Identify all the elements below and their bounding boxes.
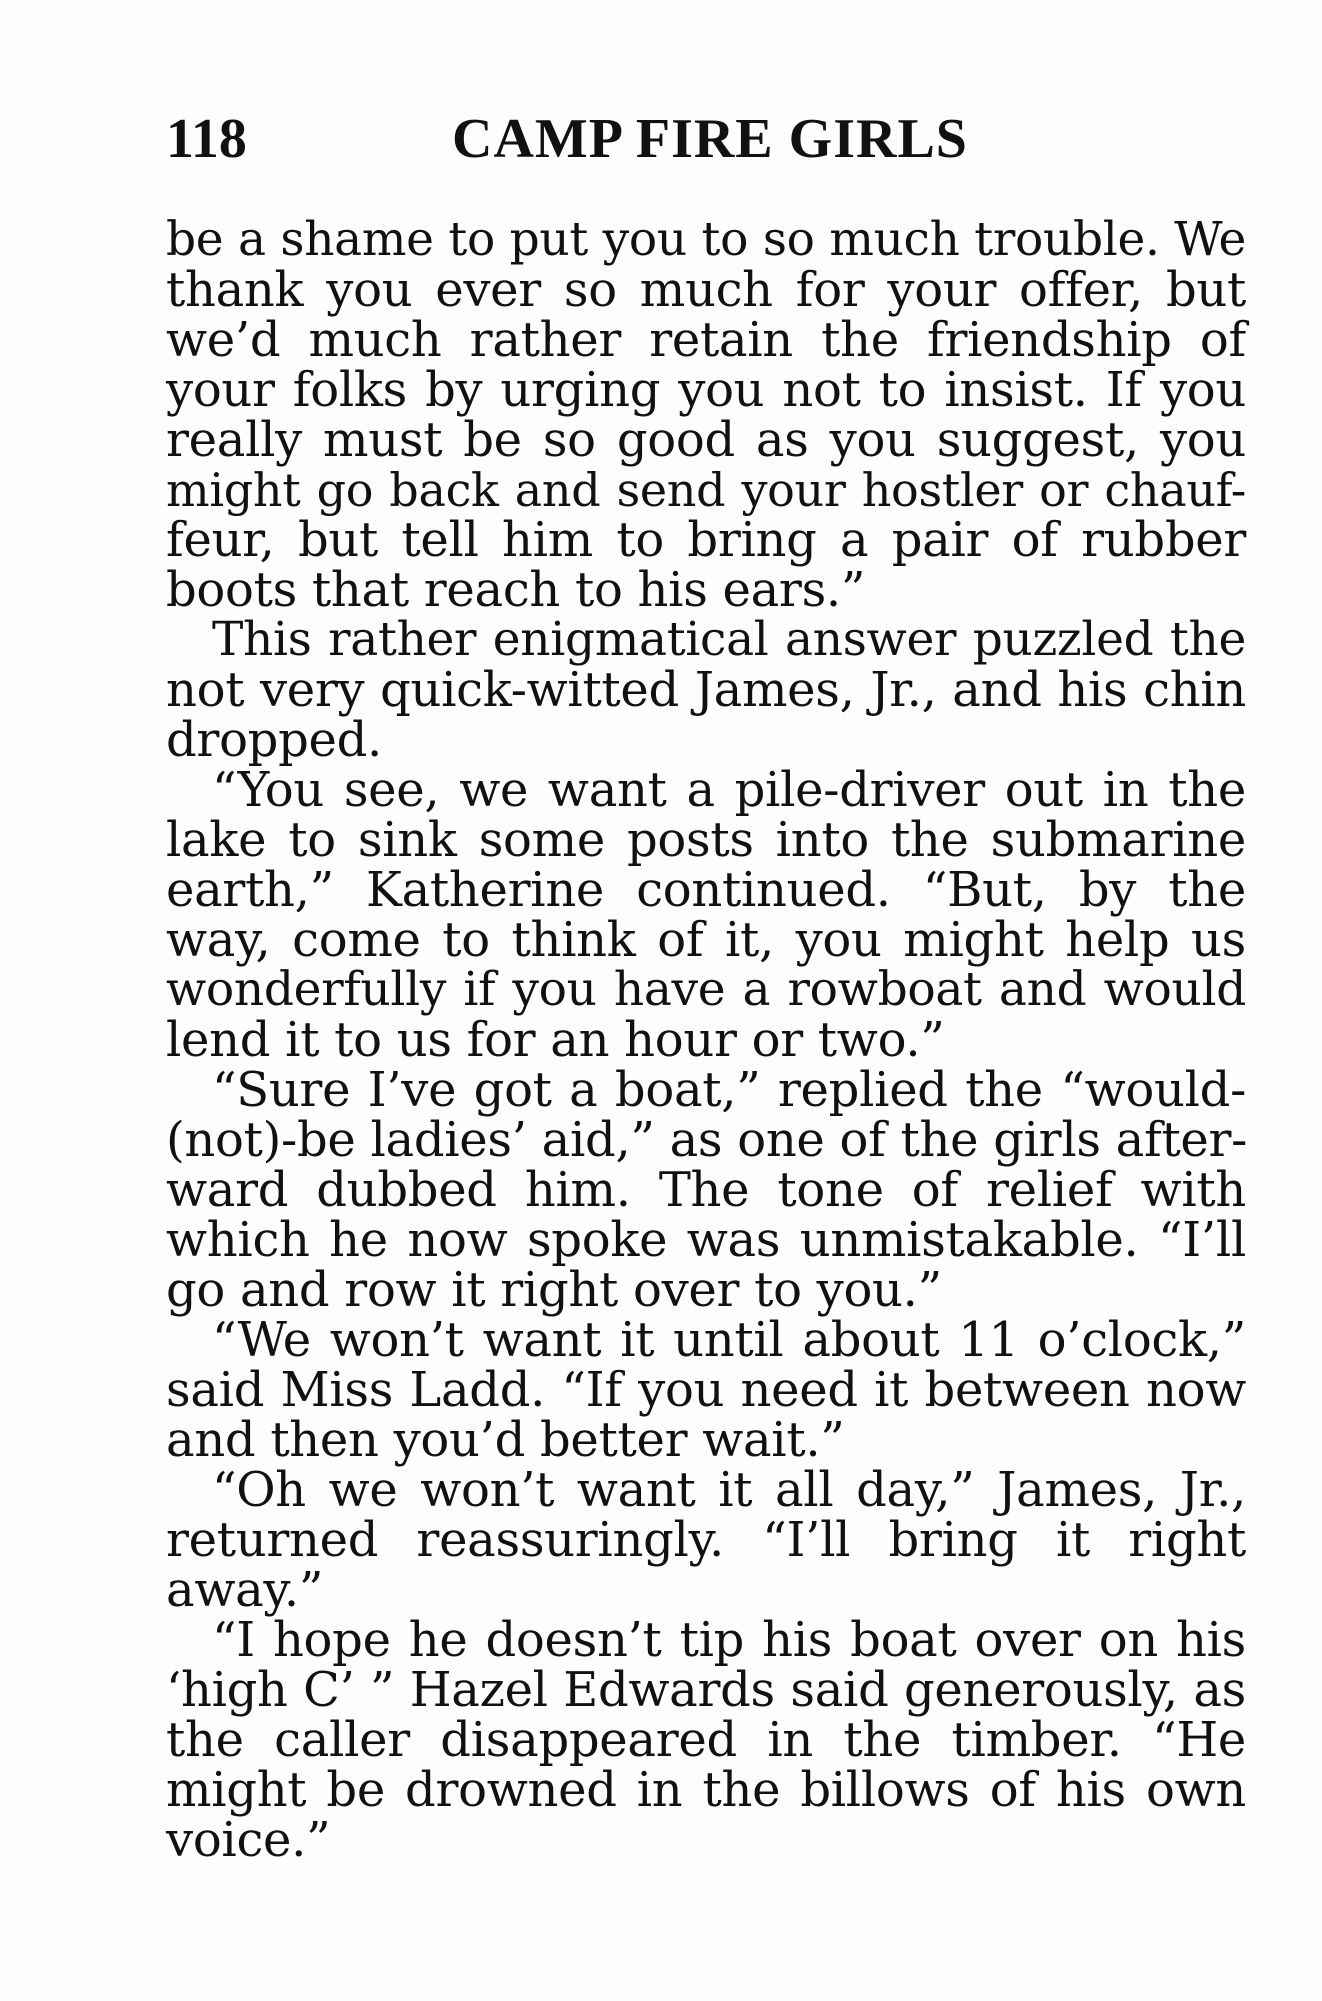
book-title: CAMP FIRE GIRLS [452,108,968,170]
text-line: boots that reach to his ears.” [166,562,866,618]
text-line: thank you ever so much for your offer, but [166,262,1246,318]
text-line: the caller disappeared in the timber. “He [166,1712,1246,1768]
text-line: “Sure I’ve got a boat,” replied the “would- [212,1062,1246,1118]
text-line: voice.” [166,1812,331,1868]
text-line: “Oh we won’t want it all day,” James, Jr., [212,1462,1246,1518]
text-line: we’d much rather retain the friendship of [166,312,1246,368]
text-line: This rather enigmatical answer puzzled the [212,612,1246,667]
text-line: which he now spoke was unmistakable. “I’ll [166,1212,1246,1268]
text-line: feur, but tell him to bring a pair of rubber [166,512,1246,568]
text-line: said Miss Ladd. “If you need it between now [166,1362,1246,1418]
text-line: earth,” Katherine continued. “But, by the [166,862,1246,918]
text-line: might go back and send your hostler or chauf- [166,463,1246,517]
page-number: 118 [166,108,247,170]
text-line: returned reassuringly. “I’ll bring it right [166,1512,1246,1568]
text-line: not very quick-witted James, Jr., and his chin [166,662,1246,718]
text-line: dropped. [166,712,383,768]
text-line: wonderfully if you have a rowboat and would [166,962,1246,1017]
text-line: way, come to think of it, you might help us [166,912,1246,968]
text-line: might be drowned in the billows of his own [166,1762,1246,1818]
text-line: and then you’d better wait.” [166,1412,845,1468]
text-line: “You see, we want a pile-driver out in the [212,762,1246,818]
text-line: (not)-be ladies’ aid,” as one of the girls after- [166,1112,1248,1168]
text-line: lake to sink some posts into the submarine [166,812,1246,868]
text-line: “I hope he doesn’t tip his boat over on his [212,1612,1246,1668]
text-line: away.” [166,1562,324,1618]
text-line: ward dubbed him. The tone of relief with [166,1162,1246,1218]
body-text [166,212,1248,1868]
text-line: ‘high C’ ” Hazel Edwards said generously, as [166,1662,1246,1718]
text-line: your folks by urging you not to insist. If you [166,362,1246,418]
text-line: be a shame to put you to so much trouble. We [166,212,1246,267]
text-line: lend it to us for an hour or two.” [166,1012,945,1068]
text-line: “We won’t want it until about 11 o’clock,” [212,1312,1246,1368]
text-line: really must be so good as you suggest, you [166,412,1246,468]
running-head [166,104,1246,174]
text-line: go and row it right over to you.” [166,1262,942,1318]
